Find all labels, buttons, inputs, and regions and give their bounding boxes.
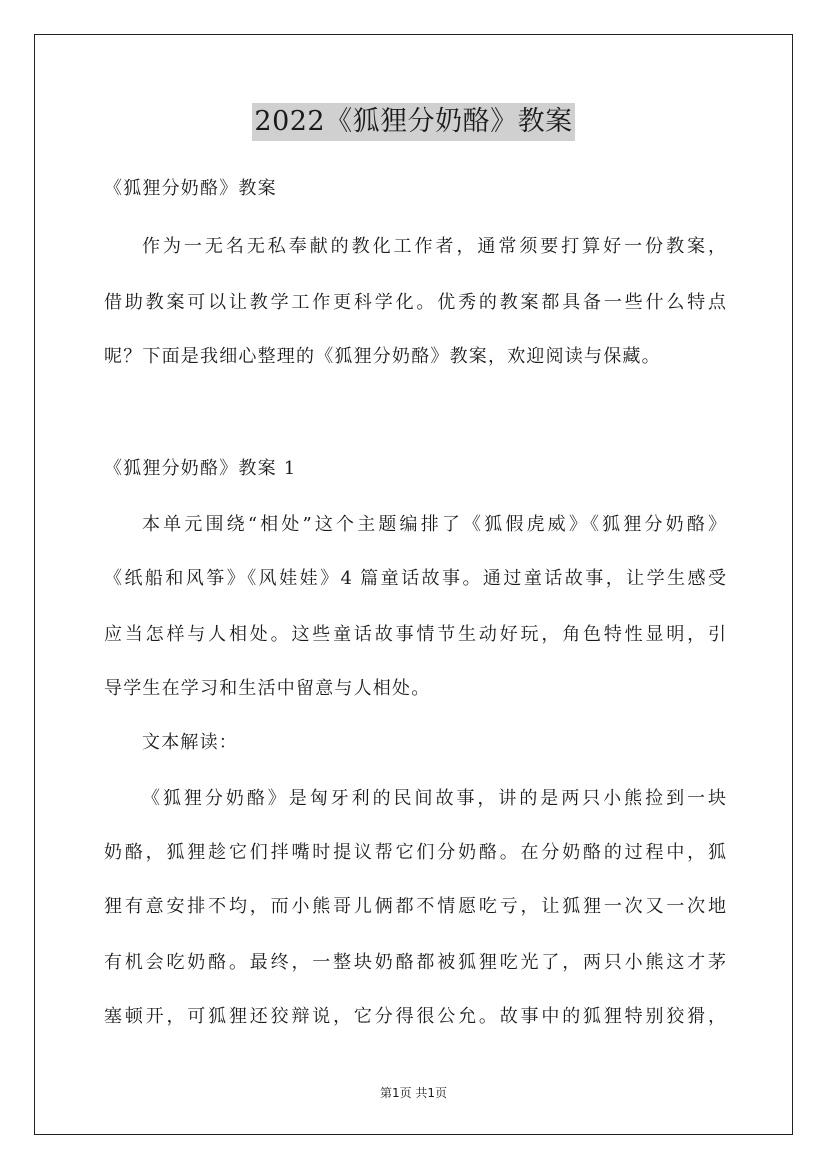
paragraph-line: 借助教案可以让教学工作更科学化。优秀的教案都具备一些什么特点	[104, 292, 726, 313]
paragraph-line: 作为一无名无私奉献的教化工作者，通常须要打算好一份教案，	[142, 236, 726, 257]
paragraph-line: 有机会吃奶酪。最终，一整块奶酪都被狐狸吃光了，两只小熊这才茅	[104, 952, 726, 973]
paragraph-line: 奶酪，狐狸趁它们拌嘴时提议帮它们分奶酪。在分奶酪的过程中，狐	[104, 842, 726, 863]
document-title: 2022《狐狸分奶酪》教案	[252, 103, 574, 141]
paragraph-line: 本单元围绕“相处”这个主题编排了《狐假虎威》《狐狸分奶酪》	[142, 514, 726, 535]
paragraph-line: 《纸船和风筝》《风娃娃》4 篇童话故事。通过童话故事，让学生感受	[104, 568, 726, 589]
paragraph-line: 塞顿开，可狐狸还狡辩说，它分得很公允。故事中的狐狸特别狡猾，	[104, 1006, 726, 1027]
title-container	[0, 103, 827, 141]
paragraph-line: 狸有意安排不均，而小熊哥儿俩都不情愿吃亏，让狐狸一次又一次地	[104, 896, 726, 917]
section-heading: 《狐狸分奶酪》教案	[104, 178, 277, 199]
paragraph-line: 导学生在学习和生活中留意与人相处。	[104, 678, 431, 699]
section-heading: 《狐狸分奶酪》教案 1	[104, 458, 297, 479]
paragraph-line: 应当怎样与人相处。这些童话故事情节生动好玩，角色特性显明，引	[104, 624, 726, 645]
page-footer: 第1页 共1页	[379, 1086, 448, 1100]
paragraph-line: 呢？下面是我细心整理的《狐狸分奶酪》教案，欢迎阅读与保藏。	[104, 346, 661, 367]
paragraph-line: 《狐狸分奶酪》是匈牙利的民间故事，讲的是两只小熊捡到一块	[142, 788, 726, 809]
subheading: 文本解读：	[142, 732, 238, 753]
